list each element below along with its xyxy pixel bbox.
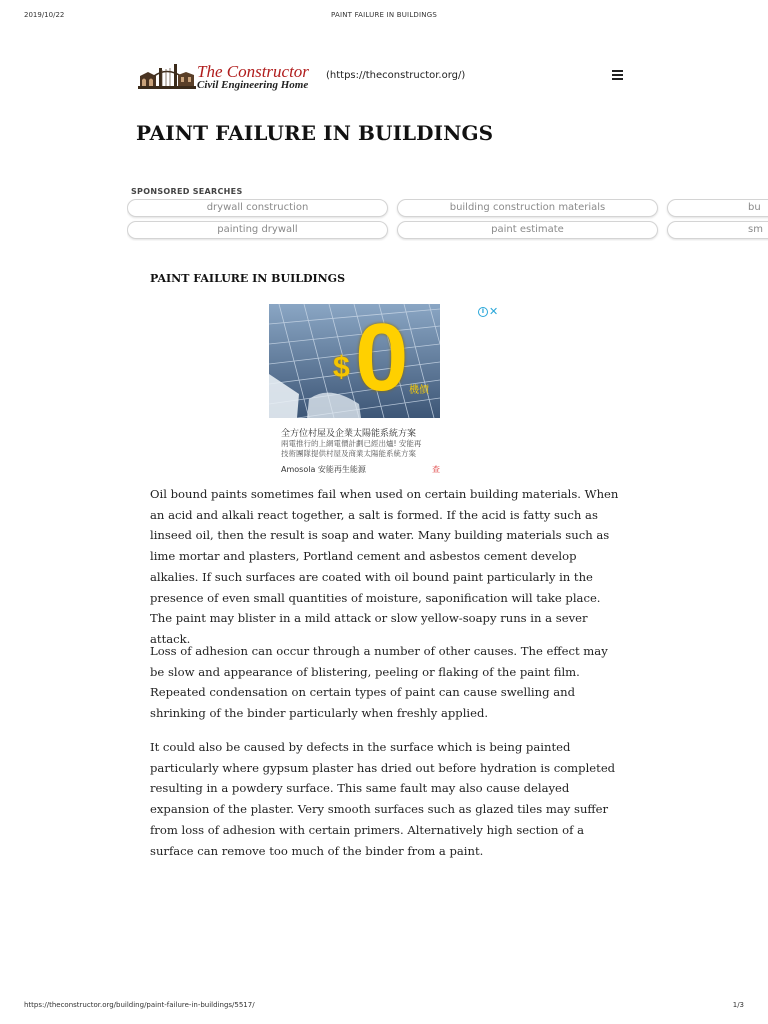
article-paragraph: It could also be caused by defects in the surface which is being painted particularly where gypsum plaster has dried out before hydration is completed resulting in a powdery surface. This same fault may also cause delayed expansion of the plaster. Very smooth surfaces such as glazed tiles may suffer from loss of adhesion with certain primers. Alternatively high section of a surface can remove too much of the binder from a paint. [150,740,616,858]
adchoices-info-icon[interactable]: i [478,307,488,317]
site-logo[interactable] [138,58,324,94]
search-chip[interactable]: drywall construction [127,199,388,217]
logo-title: The Constructor [197,62,309,81]
ad-cta[interactable]: 查 [432,465,440,474]
print-footer [0,1001,768,1013]
ad-brand: Amosola 安能再生能源 [281,465,366,474]
display-ad[interactable] [269,304,499,479]
ad-image[interactable] [269,304,440,418]
search-chip[interactable]: sm [667,221,768,239]
article-heading: PAINT FAILURE IN BUILDINGS [150,272,346,285]
ad-zero: 0 [355,304,409,411]
print-url: https://theconstructor.org/building/paint-failure-in-buildings/5517/ [24,1001,255,1009]
sponsored-searches-label: SPONSORED SEARCHES [131,187,243,196]
hamburger-menu-icon[interactable] [612,70,624,80]
search-chip[interactable]: building construction materials [397,199,658,217]
search-chip[interactable]: painting drywall [127,221,388,239]
ad-headline: 全方位村屋及企業太陽能系統方案 [281,429,417,439]
search-chip[interactable]: bu [667,199,768,217]
print-title: PAINT FAILURE IN BUILDINGS [331,11,437,19]
article-paragraph: Oil bound paints sometimes fail when used on certain building materials. When an acid and alkali react together, a salt is formed. If the acid is fatty such as linseed oil, then the result is soap and water. Many building materials such as lime mortar and plasters, Portland cement and asbestos cement develop alkalies. If such surfaces are coated with oil bound paint particularly in the presence of even small quantities of moisture, saponification will take place. The paint may blister in a mild attack or slow yellow-soapy runs in a sever attack. [150,487,619,646]
page-title: PAINT FAILURE IN BUILDINGS [136,121,494,145]
print-header [0,11,768,23]
ad-description-line: 兩電推行的上網電價計劃已經出爐! 安能再 [281,439,422,448]
sponsored-searches [127,199,768,241]
close-icon[interactable]: ✕ [489,305,499,318]
ad-blank-area [440,323,499,483]
print-page-number: 1/3 [732,1001,744,1009]
ad-price-label: 機價 [409,385,429,396]
ad-dollar-sign: $ [333,351,350,384]
ad-text-block[interactable] [269,418,440,480]
article-paragraph: Loss of adhesion can occur through a number of other causes. The effect may be slow and appearance of blistering, peeling or flaking of the paint film. Repeated condensation on certain types of paint can cause swelling and shrinking of the binder particularly when freshly applied. [150,644,608,721]
site-header [138,58,628,98]
search-chip[interactable]: paint estimate [397,221,658,239]
ad-badge [474,304,499,322]
logo-subtitle: Civil Engineering Home [197,79,309,91]
print-date: 2019/10/22 [24,11,65,19]
colosseum-bridge-logo-icon [138,62,196,92]
site-url[interactable]: (https://theconstructor.org/) [326,70,466,81]
ad-description-line: 技術團隊提供村屋及商業太陽能系統方案 [281,449,416,458]
